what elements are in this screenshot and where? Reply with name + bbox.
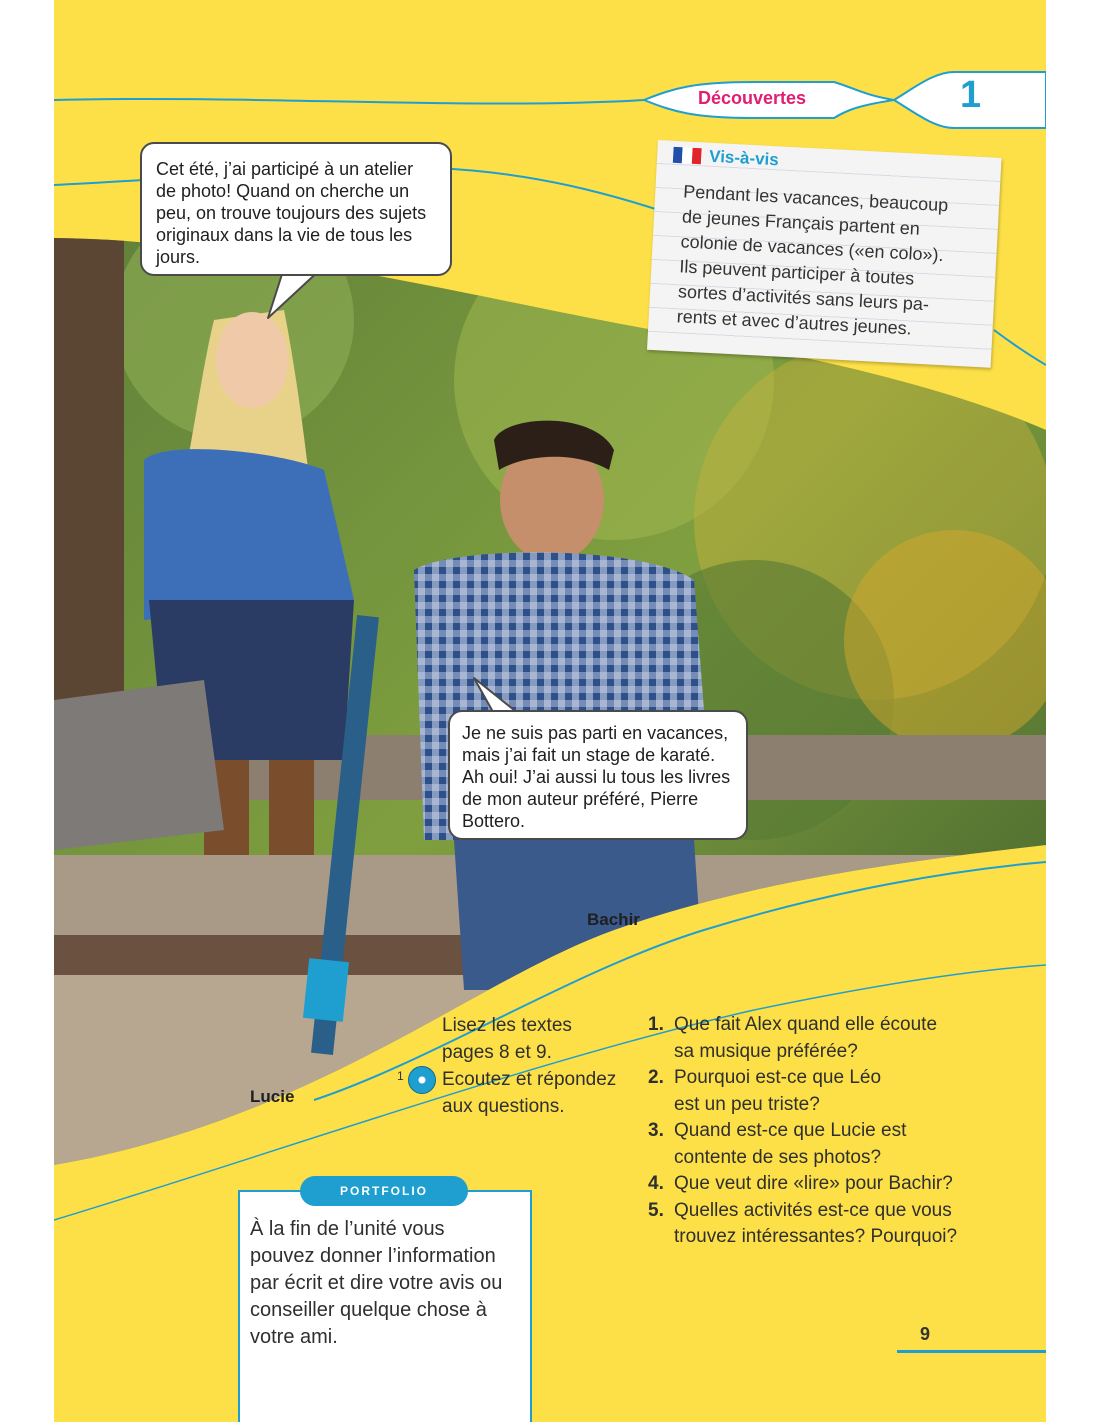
question-line: contente de ses photos? [674,1146,882,1168]
question-item [648,1171,957,1198]
question-item [648,1118,957,1171]
speech-line: jours. [156,247,201,267]
vis-a-vis-header [673,145,780,171]
vis-a-vis-note [647,140,1002,368]
question-item [648,1065,957,1118]
question-line: Pourquoi est-ce que Léo [674,1067,882,1088]
speech-line: Ah oui! J’ai aussi lu tous les livres [462,767,731,787]
question-line: sa musique préférée? [674,1040,858,1062]
speech-line: mais j’ai fait un stage de karaté. [462,745,716,765]
speech-bubble-bachir [448,710,748,840]
portfolio-label: PORTFOLIO [300,1176,468,1206]
question-line: Que veut dire «lire» pour Bachir? [674,1173,953,1194]
vis-a-vis-title: Vis-à-vis [708,146,780,170]
vis-a-vis-line: sortes d’activités sans leurs pa- [677,281,930,315]
speech-line: de mon auteur préféré, Pierre [462,789,699,809]
france-flag-icon [673,147,702,164]
portfolio-line: À la fin de l’unité vous [250,1218,445,1240]
question-item [648,1012,957,1065]
name-label-bachir: Bachir [587,910,640,929]
unit-number: 1 [960,74,982,116]
section-title: Découvertes [698,88,807,108]
instruction-line: Ecoutez et répondez [442,1069,617,1090]
vis-a-vis-line: de jeunes Français partent en [681,206,921,239]
question-number: 5. [648,1199,664,1221]
portfolio-line: pouvez donner l’information [250,1245,496,1267]
question-line: Quelles activités est-ce que vous [674,1199,952,1221]
question-line: est un peu triste? [674,1093,820,1115]
portfolio-line: votre ami. [250,1326,338,1348]
page-number-rule [897,1350,1046,1353]
track-number: 1 [397,1069,404,1083]
portfolio-line: par écrit et dire votre avis ou [250,1272,503,1294]
name-label-lucie: Lucie [250,1087,295,1106]
vis-a-vis-line: Ils peuvent participer à toutes [678,256,915,289]
question-number: 3. [648,1120,664,1141]
question-line: Quand est-ce que Lucie est [674,1120,907,1141]
vis-a-vis-line: colonie de vacances («en colo»). [680,231,945,266]
instruction-line: aux questions. [442,1096,565,1117]
audio-cd-icon[interactable] [408,1066,436,1094]
portfolio-line: conseiller quelque chose à [250,1299,487,1321]
instruction-line: Lisez les textes [442,1015,572,1036]
speech-line: Cet été, j’ai participé à un atelier [156,159,414,179]
instructions [442,1012,616,1120]
question-list [648,1012,957,1251]
question-number: 4. [648,1173,664,1194]
portfolio-text [250,1216,526,1351]
speech-line: Je ne suis pas parti en vacances, [462,723,729,743]
speech-line: Bottero. [462,811,526,831]
page-number: 9 [920,1324,931,1344]
instruction-line: pages 8 et 9. [442,1042,552,1063]
vis-a-vis-text [676,179,983,344]
vis-a-vis-line: Pendant les vacances, beaucoup [682,181,949,216]
question-line: Que fait Alex quand elle écoute [674,1014,938,1035]
speech-line: de photo! Quand on cherche un [156,181,410,201]
speech-bubble-lucie [140,142,452,276]
textbook-page [54,0,1046,1422]
vis-a-vis-line: rents et avec d’autres jeunes. [676,306,913,339]
question-item [648,1198,957,1251]
speech-line: peu, on trouve toujours des sujets [156,203,427,223]
question-number: 1. [648,1014,664,1035]
question-line: trouvez intéressantes? Pourquoi? [674,1226,958,1247]
question-number: 2. [648,1067,664,1088]
speech-line: originaux dans la vie de tous les [156,225,413,245]
